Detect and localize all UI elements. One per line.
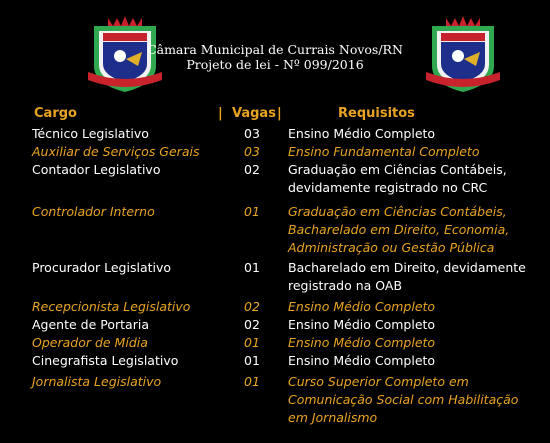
requisitos-line: devidamente registrado no CRC [288, 180, 488, 195]
requisitos-line: Ensino Fundamental Completo [288, 144, 480, 159]
requisitos-cell [288, 259, 546, 295]
cargo-cell: Técnico Legislativo [32, 126, 149, 141]
requisitos-line: registrado na OAB [288, 278, 403, 293]
cargo-cell: Cinegrafista Legislativo [32, 353, 179, 368]
vagas-cell: 01 [244, 374, 260, 389]
cargo-cell: Auxiliar de Serviços Gerais [32, 144, 200, 159]
vagas-cell: 03 [244, 126, 260, 141]
requisitos-line: Curso Superior Completo em [288, 374, 469, 389]
requisitos-line: Ensino Médio Completo [288, 335, 436, 350]
requisitos-line: Bacharelado em Direito, Economia, [288, 222, 510, 237]
vagas-cell: 03 [244, 144, 260, 159]
vagas-cell: 01 [244, 260, 260, 275]
cargo-cell: Procurador Legislativo [32, 260, 172, 275]
cargo-cell: Operador de Mídia [32, 335, 148, 350]
vagas-cell: 01 [244, 353, 260, 368]
cargo-cell: Agente de Portaria [32, 317, 149, 332]
column-header-vagas: Vagas [232, 106, 276, 121]
requisitos-line: Graduação em Ciências Contábeis, [288, 162, 507, 177]
requisitos-line: Bacharelado em Direito, devidamente [288, 260, 526, 275]
column-separator: | [277, 106, 282, 121]
vagas-cell: 01 [244, 335, 260, 350]
requisitos-line: Graduação em Ciências Contábeis, [288, 204, 507, 219]
requisitos-line: em Jornalismo [288, 410, 378, 425]
requisitos-line: Ensino Médio Completo [288, 353, 436, 368]
requisitos-cell [288, 334, 546, 352]
requisitos-line: Ensino Médio Completo [288, 317, 436, 332]
vagas-cell: 02 [244, 299, 260, 314]
requisitos-line: Comunicação Social com Habilitação [288, 392, 519, 407]
cargo-cell: Controlador Interno [32, 204, 155, 219]
requisitos-cell [288, 316, 546, 334]
requisitos-cell [288, 143, 546, 161]
column-header-cargo: Cargo [34, 106, 77, 121]
vagas-cell: 02 [244, 317, 260, 332]
requisitos-line: Ensino Médio Completo [288, 126, 436, 141]
document-header [0, 42, 550, 72]
requisitos-cell [288, 125, 546, 143]
requisitos-cell [288, 161, 546, 197]
column-header-requisitos: Requisitos [338, 106, 415, 121]
requisitos-cell [288, 352, 546, 370]
requisitos-line: Administração ou Gestão Pública [288, 240, 495, 255]
requisitos-cell [288, 373, 546, 427]
vagas-cell: 02 [244, 162, 260, 177]
vagas-cell: 01 [244, 204, 260, 219]
header-title: Câmara Municipal de Currais Novos/RN [147, 42, 403, 57]
column-separator: | [218, 106, 223, 121]
requisitos-cell [288, 203, 546, 257]
header-subtitle: Projeto de lei - Nº 099/2016 [186, 57, 364, 72]
cargo-cell: Jornalista Legislativo [32, 374, 162, 389]
requisitos-line: Ensino Médio Completo [288, 299, 436, 314]
cargo-cell: Contador Legislativo [32, 162, 161, 177]
cargo-cell: Recepcionista Legislativo [32, 299, 191, 314]
requisitos-cell [288, 298, 546, 316]
